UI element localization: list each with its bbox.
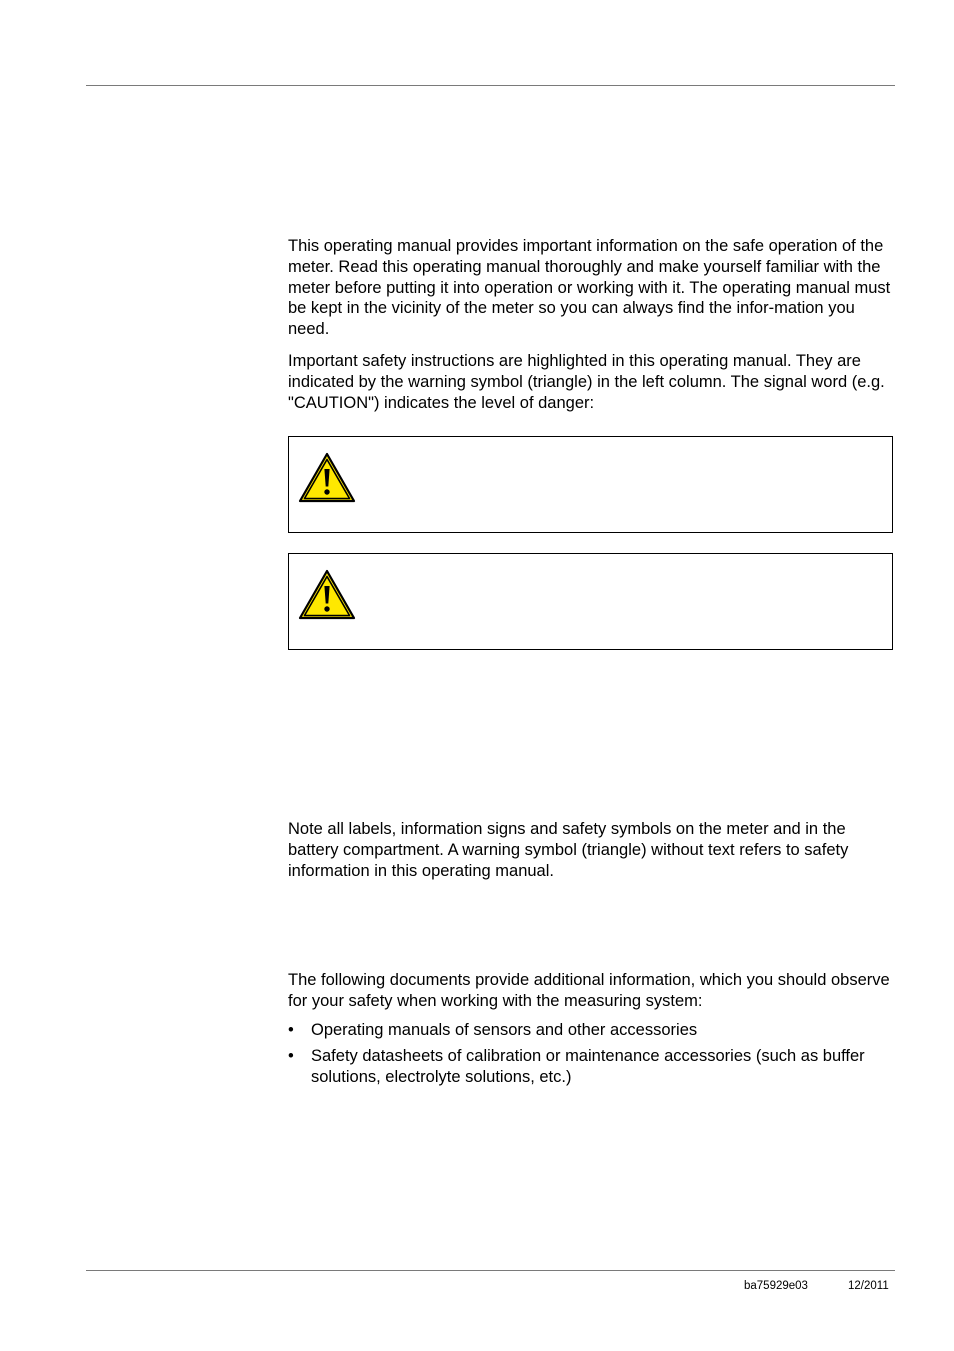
warning-box-2 bbox=[288, 553, 893, 650]
footer-rule bbox=[86, 1270, 895, 1271]
intro-paragraph: This operating manual provides important information on the safe operation of the meter. Read this operating manual thoroughly and make yourself familiar with the meter before putting it into operation or working with it. The operating manual must be kept in the vicinity of the meter so you can always find the infor-mation you need. bbox=[288, 237, 891, 339]
footer-doc-code: ba75929e03 bbox=[744, 1280, 808, 1292]
warning-triangle-icon bbox=[298, 569, 356, 621]
list-item bbox=[288, 1046, 898, 1088]
bullet-marker: • bbox=[288, 1021, 294, 1039]
further-documents-paragraph: The following documents provide additional information, which you should observe for your safety when working with the measuring system: bbox=[288, 971, 890, 1010]
safety-instructions-paragraph: Important safety instructions are highlighted in this operating manual. They are indicated by the warning symbol (triangle) in the left column. The signal word (e.g. "CAUTION") indicates the level of danger: bbox=[288, 352, 885, 412]
bullet-marker: • bbox=[288, 1046, 294, 1065]
warning-box-1 bbox=[288, 436, 893, 533]
list-item-text: Safety datasheets of calibration or maintenance accessories (such as buffer solutions, electrolyte solutions, etc.) bbox=[311, 1046, 865, 1086]
list-item-text: Operating manuals of sensors and other accessories bbox=[311, 1021, 698, 1039]
header-rule bbox=[86, 85, 895, 86]
footer-date: 12/2011 bbox=[848, 1280, 889, 1292]
labels-note-paragraph: Note all labels, information signs and safety symbols on the meter and in the battery compartment. A warning symbol (triangle) without text refers to safety information in this operating manual. bbox=[288, 820, 849, 880]
list-item bbox=[288, 1020, 898, 1041]
warning-triangle-icon bbox=[298, 452, 356, 504]
further-documents-list bbox=[288, 1020, 898, 1092]
